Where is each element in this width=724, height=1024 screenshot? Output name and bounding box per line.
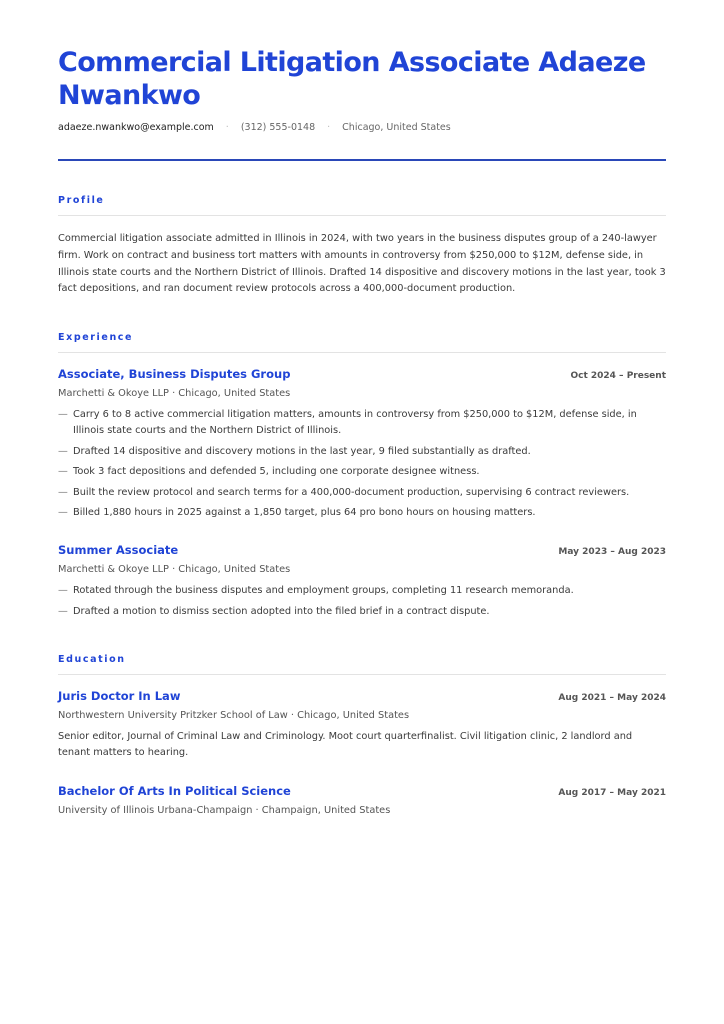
school-name: University of Illinois Urbana-Champaign · Champaign, United States xyxy=(58,805,391,817)
education-section-title: Education xyxy=(58,653,126,665)
section-divider xyxy=(58,674,666,675)
section-divider xyxy=(58,352,666,353)
profile-section-title: Profile xyxy=(58,195,105,206)
candidate-name: Commercial Litigation Associate Adaeze Nwankwo xyxy=(58,47,646,111)
bullet-item: — Rotated through the business disputes and employment groups, completing 11 research memoranda. xyxy=(58,583,666,599)
degree-dates: Aug 2021 – May 2024 xyxy=(558,692,666,703)
bullet-item: — Built the review protocol and search terms for a 400,000-document production, supervising 6 contract reviewers. xyxy=(58,485,666,501)
education-details: Senior editor, Journal of Criminal Law and Criminology. Moot court quarterfinalist. Civil litigation clinic, 2 landlord and tenant matters to hearing. xyxy=(58,730,633,759)
education-entry xyxy=(58,784,666,816)
degree-title: Juris Doctor In Law xyxy=(58,688,181,703)
dash-icon: — xyxy=(58,605,68,617)
education-entry xyxy=(58,689,666,763)
dash-icon: — xyxy=(58,507,68,519)
job-title: Associate, Business Disputes Group xyxy=(58,367,291,382)
phone-text: (312) 555-0148 xyxy=(240,122,316,133)
experience-section-title: Experience xyxy=(58,332,134,344)
dash-icon: — xyxy=(58,585,68,597)
location-text: Chicago, United States xyxy=(342,122,451,133)
bullet-item: — Drafted a motion to dismiss section adopted into the filed brief in a contract dispute. xyxy=(58,604,666,620)
job-dates: May 2023 – Aug 2023 xyxy=(558,547,666,558)
job-bullets xyxy=(58,407,666,521)
dash-icon: — xyxy=(58,466,68,478)
section-divider xyxy=(58,215,666,216)
header-divider xyxy=(58,159,666,161)
degree-dates: Aug 2017 – May 2021 xyxy=(558,788,666,799)
email-link[interactable]: adaeze.nwankwo@example.com xyxy=(58,122,214,133)
employer: Marchetti & Okoye LLP · Chicago, United States xyxy=(58,564,291,576)
dash-icon: — xyxy=(58,486,68,498)
bullet-item: — Took 3 fact depositions and defended 5, including one corporate designee witness. xyxy=(58,464,666,480)
job-dates: Oct 2024 – Present xyxy=(570,371,666,382)
contact-separator: · xyxy=(327,122,331,133)
bullet-item: — Billed 1,880 hours in 2025 against a 1,850 target, plus 64 pro bono hours on housing matters. xyxy=(58,505,666,521)
dash-icon: — xyxy=(58,409,68,421)
contact-separator: · xyxy=(225,122,229,133)
school-name: Northwestern University Pritzker School of Law · Chicago, United States xyxy=(58,709,410,721)
experience-entry xyxy=(58,543,666,620)
employer: Marchetti & Okoye LLP · Chicago, United States xyxy=(58,388,291,400)
experience-entry xyxy=(58,367,666,521)
job-bullets xyxy=(58,583,666,620)
dash-icon: — xyxy=(58,445,68,457)
bullet-item: — Drafted 14 dispositive and discovery motions in the last year, 9 filed substantially as drafted. xyxy=(58,444,666,460)
degree-title: Bachelor Of Arts In Political Science xyxy=(58,784,291,799)
profile-summary: Commercial litigation associate admitted in Illinois in 2024, with two years in the business disputes group of a 240-lawyer firm. Work on contract and business tort matters with amounts in controversy from $250,000 to $12M, defense side, in Illinois state courts and the Northern District of Illinois. Drafted 14 dispositive and discovery motions in the last year, took 3 fact depositions, and ran document review protocols across a 400,000-document production. xyxy=(58,233,666,295)
contact-line xyxy=(58,122,666,133)
bullet-item: — Carry 6 to 8 active commercial litigation matters, amounts in controversy from $250,000 to $12M, defense side, in Illinois state courts and the Northern District of Illinois. xyxy=(58,409,637,437)
job-title: Summer Associate xyxy=(58,543,179,558)
